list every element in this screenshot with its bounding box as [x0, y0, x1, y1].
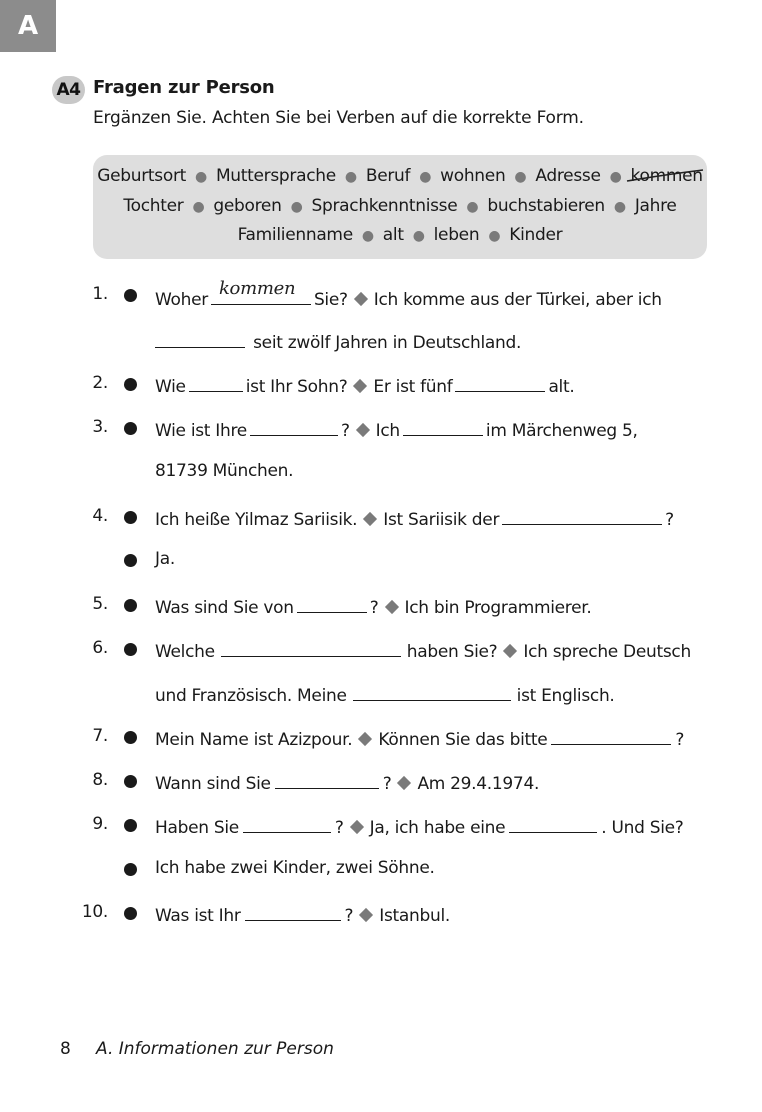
item-text: [155, 417, 638, 441]
exercise-badge: A4: [52, 76, 85, 104]
speaker-a-bullet: [124, 731, 137, 744]
speaker-a-bullet: [124, 599, 137, 612]
item-text: [155, 594, 592, 618]
item-number: 10.: [81, 902, 108, 922]
sentence-fragment: Was ist Ihr: [155, 906, 241, 926]
exercise-item-10: [0, 902, 762, 928]
exercise-item-4: [0, 506, 762, 532]
handwritten-answer: kommen: [218, 278, 296, 299]
speaker-a-bullet: [124, 378, 137, 391]
sentence-fragment: Haben Sie: [155, 818, 239, 838]
word-chip: geboren: [213, 196, 282, 216]
exercise-item-9-reply: [0, 858, 762, 884]
bullet-separator: ●: [488, 228, 501, 244]
word-chip: Muttersprache: [215, 166, 336, 186]
sentence-fragment: Ich spreche Deutsch: [523, 642, 691, 662]
item-text: Ich habe zwei Kinder, zwei Söhne.: [155, 858, 435, 878]
word-chip: buchstabieren: [487, 196, 605, 216]
sentence-fragment: Woher: [155, 290, 208, 310]
bullet-separator: ●: [613, 199, 626, 215]
word-line-1: [93, 166, 707, 186]
sentence-fragment: Ich bin Programmierer.: [404, 598, 592, 618]
sentence-fragment: ?: [369, 598, 379, 618]
speaker-a-bullet: [124, 422, 137, 435]
word-line-2: [93, 196, 707, 216]
sentence-fragment: ?: [340, 421, 350, 441]
exercise-instruction: Ergänzen Sie. Achten Sie bei Verben auf die korrekte Form.: [93, 108, 584, 128]
answer-blank[interactable]: [353, 682, 511, 701]
sentence-fragment: Am 29.4.1974.: [417, 774, 540, 794]
answer-blank-filled[interactable]: [211, 278, 311, 305]
sentence-fragment: Sie?: [313, 290, 348, 310]
sentence-fragment: Wie: [155, 377, 186, 397]
word-chip: Geburtsort: [97, 166, 187, 186]
speaker-a-bullet: [124, 907, 137, 920]
speaker-a-bullet: [124, 863, 137, 876]
sentence-fragment: Was sind Sie von: [155, 598, 294, 618]
speaker-b-diamond-icon: [363, 512, 377, 526]
page-number: 8: [60, 1039, 71, 1059]
sentence-fragment: ?: [382, 774, 392, 794]
item-number: 6.: [92, 638, 108, 658]
exercise-item-4-reply: [0, 549, 762, 575]
speaker-a-bullet: [124, 511, 137, 524]
speaker-b-diamond-icon: [356, 423, 370, 437]
bullet-separator: ●: [195, 169, 207, 185]
item-text: Ja.: [155, 549, 175, 569]
bullet-separator: ●: [412, 228, 425, 244]
sentence-fragment: Mein Name ist Azizpour.: [155, 730, 353, 750]
bullet-separator: ●: [361, 228, 374, 244]
page-footer: [60, 1039, 334, 1059]
sentence-fragment: ?: [334, 818, 344, 838]
exercise-item-7: [0, 726, 762, 752]
word-line-3: [93, 225, 707, 245]
exercise-item-5: [0, 594, 762, 620]
word-chip: Familienname: [237, 225, 353, 245]
word-chip: Adresse: [535, 166, 601, 186]
exercise-item-1-continued: [0, 329, 762, 355]
chapter-tab-letter: A: [17, 11, 39, 41]
sentence-fragment: ist Englisch.: [516, 686, 615, 706]
exercise-item-6-continued: [0, 682, 762, 708]
answer-blank[interactable]: [189, 373, 243, 392]
item-text: [155, 373, 574, 397]
item-text: [155, 814, 684, 838]
speaker-a-bullet: [124, 554, 137, 567]
answer-blank[interactable]: [509, 814, 597, 833]
sentence-fragment: ?: [344, 906, 354, 926]
answer-blank[interactable]: [250, 417, 338, 436]
speaker-a-bullet: [124, 643, 137, 656]
sentence-fragment: ?: [675, 730, 685, 750]
exercise-item-9: [0, 814, 762, 840]
sentence-fragment: . Und Sie?: [601, 818, 684, 838]
answer-blank[interactable]: [275, 770, 379, 789]
exercise-title: Fragen zur Person: [93, 77, 275, 98]
word-chip: Beruf: [365, 166, 411, 186]
answer-blank[interactable]: [221, 638, 401, 657]
sentence-fragment: seit zwölf Jahren in Deutschland.: [253, 333, 522, 353]
answer-blank[interactable]: [502, 506, 662, 525]
exercise-item-2: [0, 373, 762, 399]
word-chip: wohnen: [440, 166, 506, 186]
sentence-fragment: ?: [665, 510, 674, 530]
sentence-fragment: im Märchenweg 5,: [485, 421, 638, 441]
bullet-separator: ●: [344, 169, 357, 185]
answer-blank[interactable]: [403, 417, 483, 436]
sentence-fragment: Wie ist Ihre: [155, 421, 247, 441]
item-text: [155, 278, 662, 310]
speaker-a-bullet: [124, 775, 137, 788]
sentence-fragment: Er ist fünf: [373, 377, 453, 397]
item-number: 3.: [92, 417, 108, 437]
speaker-b-diamond-icon: [358, 732, 372, 746]
item-text: 81739 München.: [155, 461, 294, 481]
word-chip: Sprachkenntnisse: [311, 196, 458, 216]
item-text: [155, 638, 691, 662]
sentence-fragment: Ist Sariisik der: [383, 510, 500, 530]
item-text: [155, 329, 521, 353]
answer-blank[interactable]: [455, 373, 545, 392]
bullet-separator: ●: [419, 169, 432, 185]
bullet-separator: ●: [466, 199, 479, 215]
speaker-b-diamond-icon: [397, 776, 411, 790]
speaker-a-bullet: [124, 289, 137, 302]
sentence-fragment: Ich: [375, 421, 400, 441]
speaker-a-bullet: [124, 819, 137, 832]
sentence-fragment: ist Ihr Sohn?: [245, 377, 348, 397]
word-chip: Tochter: [123, 196, 184, 216]
sentence-fragment: Welche: [155, 642, 215, 662]
item-text: [155, 770, 539, 794]
item-text: [155, 506, 674, 530]
exercise-item-3: [0, 417, 762, 443]
strikethrough-mark: [625, 166, 705, 188]
exercise-item-6: [0, 638, 762, 664]
sentence-fragment: Istanbul.: [379, 906, 450, 926]
bullet-separator: ●: [514, 169, 527, 185]
sentence-fragment: alt.: [548, 377, 575, 397]
speaker-b-diamond-icon: [350, 820, 364, 834]
item-number: 1.: [92, 284, 108, 304]
answer-blank[interactable]: [551, 726, 671, 745]
sentence-fragment: Ja, ich habe eine: [369, 818, 506, 838]
item-number: 9.: [92, 814, 108, 834]
item-number: 8.: [92, 770, 108, 790]
sentence-fragment: haben Sie?: [406, 642, 498, 662]
answer-blank[interactable]: [245, 902, 341, 921]
sentence-fragment: Wann sind Sie: [155, 774, 271, 794]
bullet-separator: ●: [290, 199, 303, 215]
speaker-b-diamond-icon: [359, 908, 373, 922]
answer-blank[interactable]: [155, 329, 245, 348]
word-chip: Kinder: [509, 225, 563, 245]
exercise-item-3-continued: [0, 461, 762, 487]
sentence-fragment: Können Sie das bitte: [378, 730, 548, 750]
answer-blank[interactable]: [297, 594, 367, 613]
sentence-fragment: Ich komme aus der Türkei, aber ich: [373, 290, 662, 310]
item-number: 5.: [92, 594, 108, 614]
item-number: 4.: [92, 506, 108, 526]
word-chip: leben: [433, 225, 480, 245]
word-chip: Jahre: [634, 196, 677, 216]
chapter-tab: [0, 0, 56, 52]
bullet-separator: ●: [609, 169, 622, 185]
chapter-title: A. Informationen zur Person: [96, 1039, 334, 1059]
sentence-fragment: und Französisch. Meine: [155, 686, 347, 706]
word-box: [93, 155, 707, 259]
item-text: [155, 682, 615, 706]
speaker-b-diamond-icon: [354, 292, 368, 306]
word-chip: alt: [382, 225, 404, 245]
struck-word: [631, 166, 703, 186]
item-number: 7.: [92, 726, 108, 746]
speaker-b-diamond-icon: [353, 379, 367, 393]
sentence-fragment: Ich heiße Yilmaz Sariisik.: [155, 510, 358, 530]
item-text: [155, 902, 450, 926]
item-number: 2.: [92, 373, 108, 393]
answer-blank[interactable]: [243, 814, 331, 833]
item-text: [155, 726, 684, 750]
struck-word-label: kommen: [630, 166, 703, 186]
speaker-b-diamond-icon: [384, 600, 398, 614]
speaker-b-diamond-icon: [503, 644, 517, 658]
exercise-item-8: [0, 770, 762, 796]
exercise-item-1: [0, 278, 762, 310]
bullet-separator: ●: [192, 199, 205, 215]
